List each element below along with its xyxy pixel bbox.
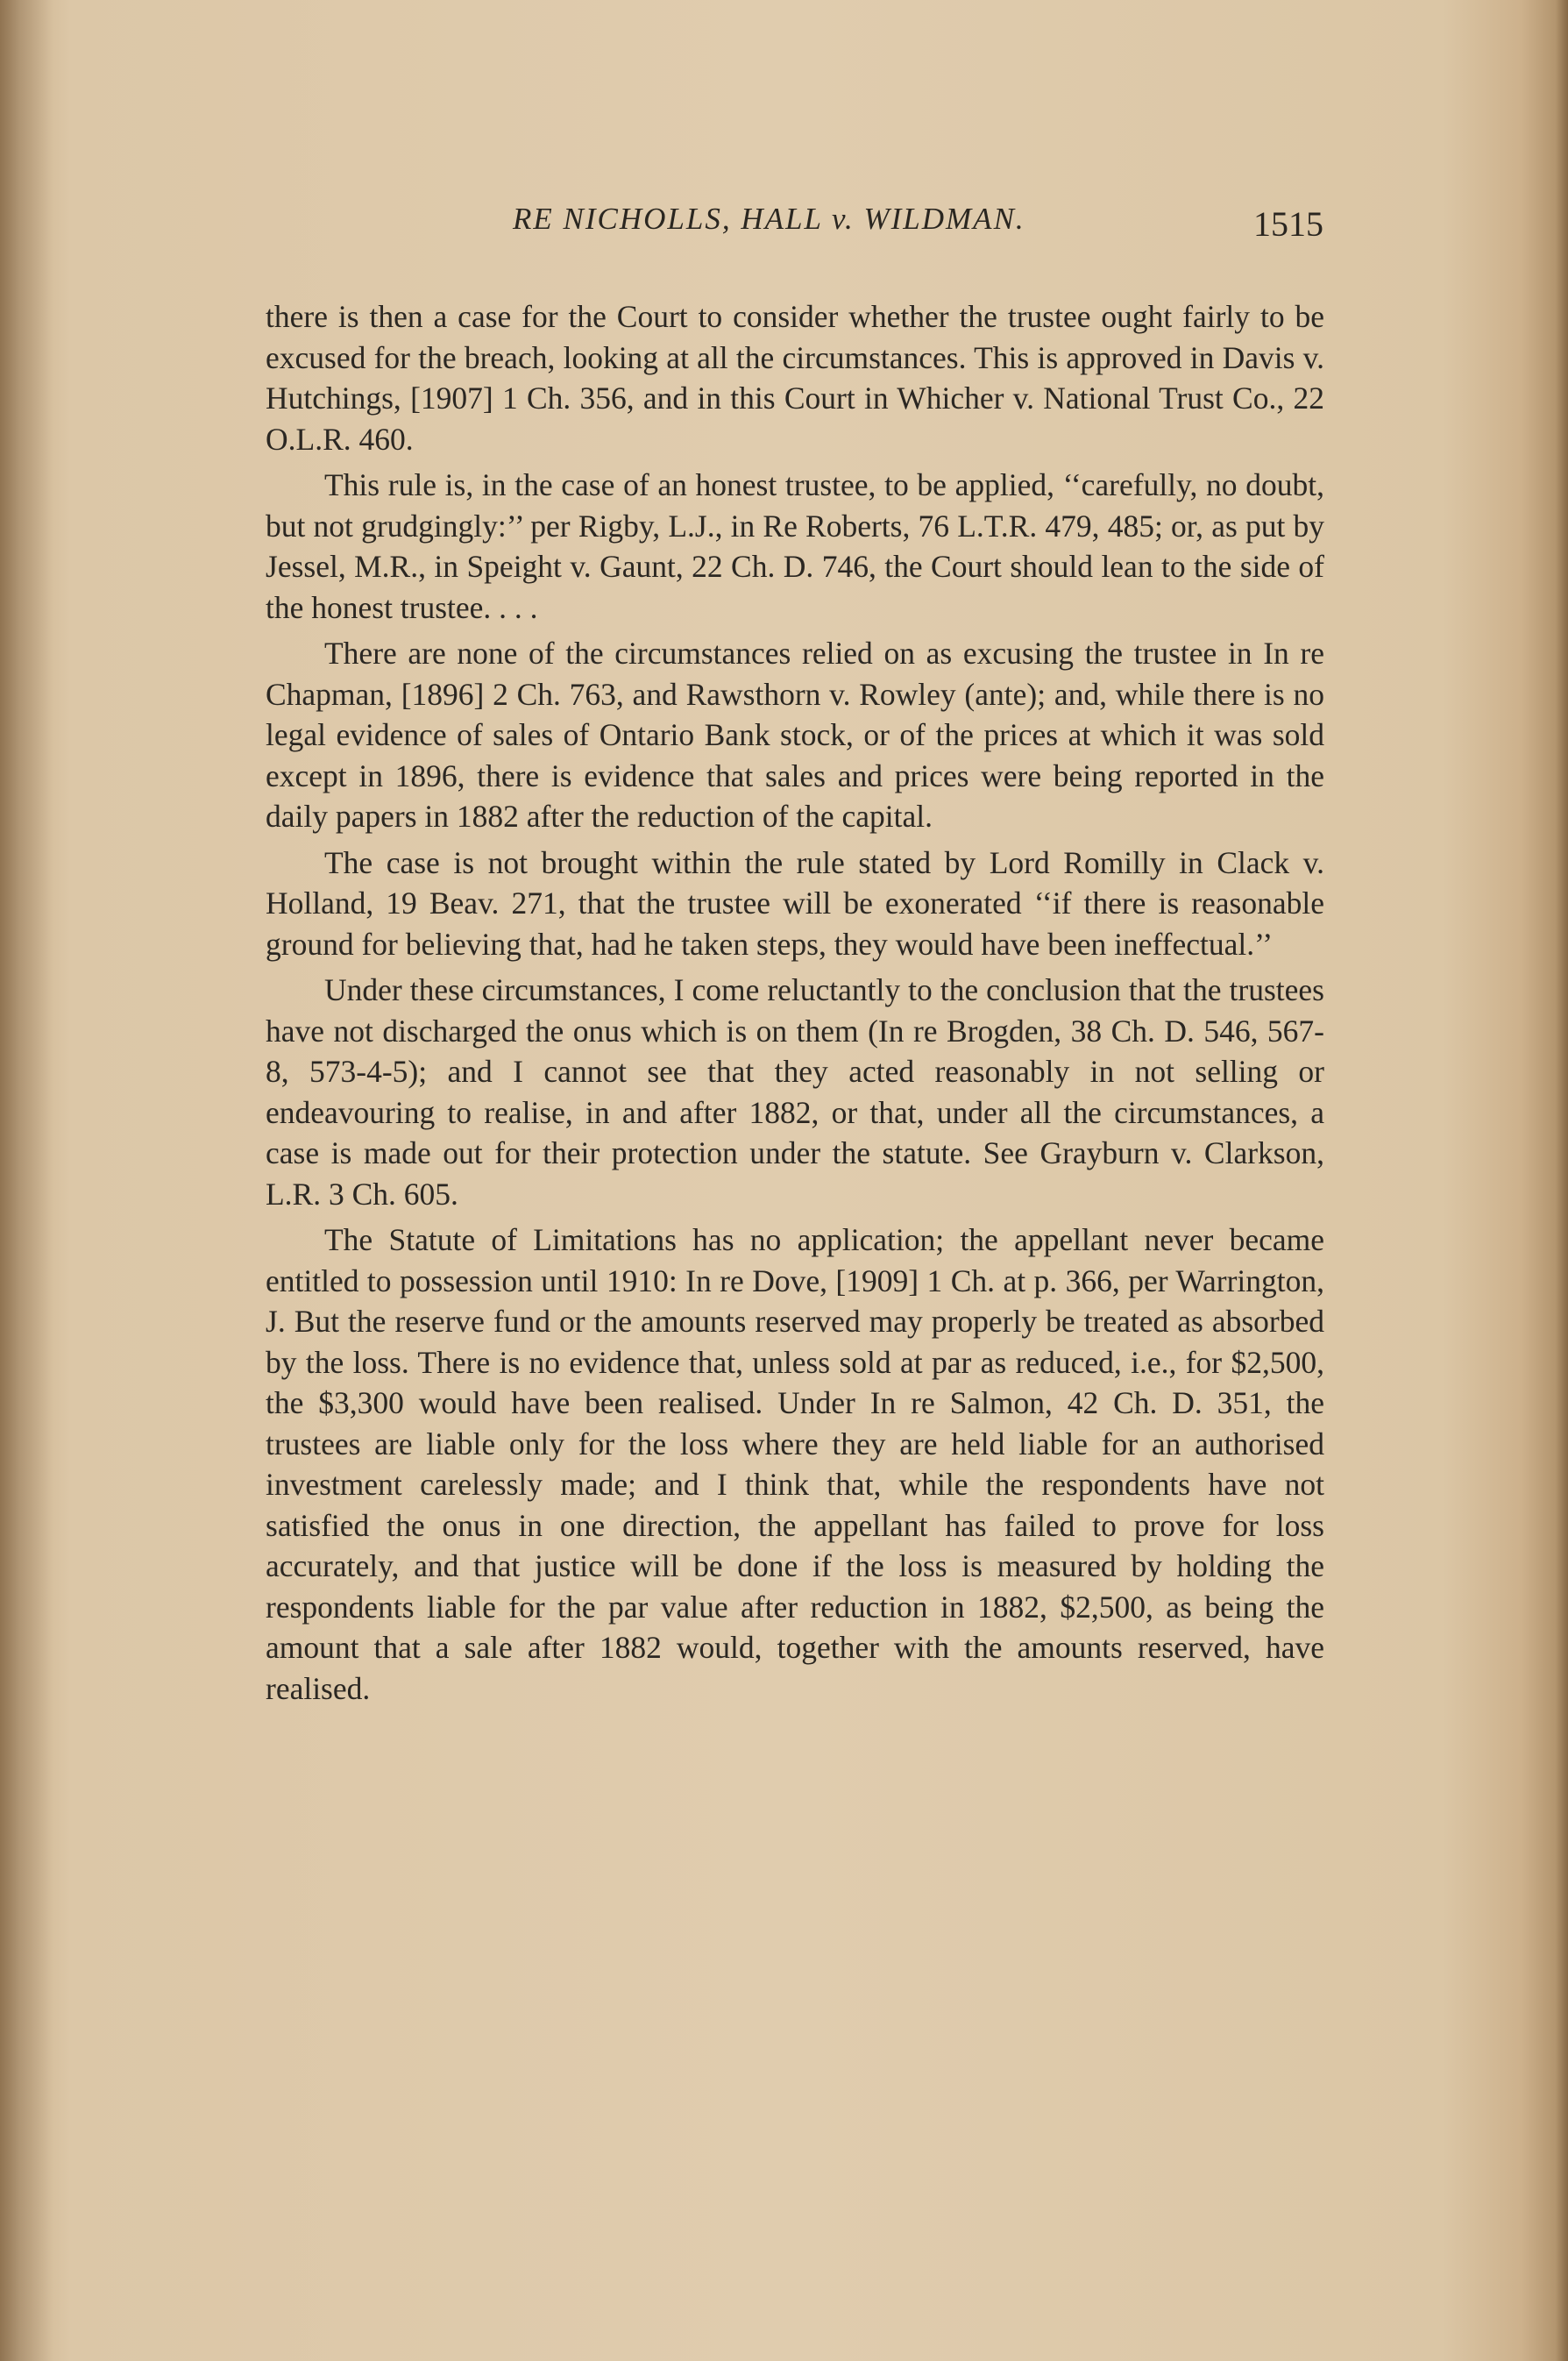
paragraph-4: The case is not brought within the rule stated by Lord Romilly in Clack v. Holland, 19 Beav. 271, that the trustee will be exonerated ‘‘if there is reasonable ground for believing that, had he taken steps, they would have been ineffectual.’’: [266, 844, 1324, 962]
page-header: [263, 195, 1323, 256]
paragraph-6: The Statute of Limitations has no application; the appellant never became entitled to possession until 1910: In re Dove, [1909] 1 Ch. at p. 366, per Warrington, J. But the reserve fund or the amounts reserved may properly be treated as absorbed by the loss. There is no evidence that, unless sold at par as reduced, i.e., for $2,500, the $3,300 would have been realised. Under In re Salmon, 42 Ch. D. 351, the trustees are liable only for the loss where they are held liable for an authorised investment carelessly made; and I think that, while the respondents have not satisfied the onus in one direction, the appellant has failed to prove for loss accurately, and that justice will be done if the loss is measured by holding the respondents liable for the par value after reduction in 1882, $2,500, as being the amount that a sale after 1882 would, together with the amounts reserved, have realised.: [266, 1222, 1324, 1706]
paragraph-1: there is then a case for the Court to consider whether the trustee ought fairly to be excused for the breach, looking at all the circumstances. This is approved in Davis v. Hutchings, [1907] 1 Ch. 356, and in this Court in Whicher v. National Trust Co., 22 O.L.R. 460.: [266, 299, 1324, 457]
page-number: 1515: [1253, 204, 1323, 244]
paragraph-5: Under these circumstances, I come reluctantly to the conclusion that the trustees have not discharged the onus which is on them (In re Brogden, 38 Ch. D. 546, 567-8, 573-4-5); and I cannot see that they acted reasonably in not selling or endeavouring to realise, in and after 1882, or that, under all the circumstances, a case is made out for their protection under the statute. See Grayburn v. Clarkson, L.R. 3 Ch. 605.: [266, 972, 1324, 1212]
paragraph-3: There are none of the circumstances relied on as excusing the trustee in In re Chapman, [1896] 2 Ch. 763, and Rawsthorn v. Rowley (ante); and, while there is no legal evidence of sales of Ontario Bank stock, or of the prices at which it was sold except in 1896, there is evidence that sales and prices were being reported in the daily papers in 1882 after the reduction of the capital.: [266, 636, 1324, 834]
paragraph-2: This rule is, in the case of an honest trustee, to be applied, ‘‘carefully, no doubt, but not grudgingly:’’ per Rigby, L.J., in Re Roberts, 76 L.T.R. 479, 485; or, as put by Jessel, M.R., in Speight v. Gaunt, 22 Ch. D. 746, the Court should lean to the side of the honest trustee. . . .: [266, 467, 1324, 625]
spine-shadow: [0, 0, 53, 2361]
running-head: RE NICHOLLS, HALL v. WILDMAN.: [513, 202, 1025, 236]
page-edge: [1556, 0, 1568, 2361]
body-text: [266, 296, 1324, 1714]
